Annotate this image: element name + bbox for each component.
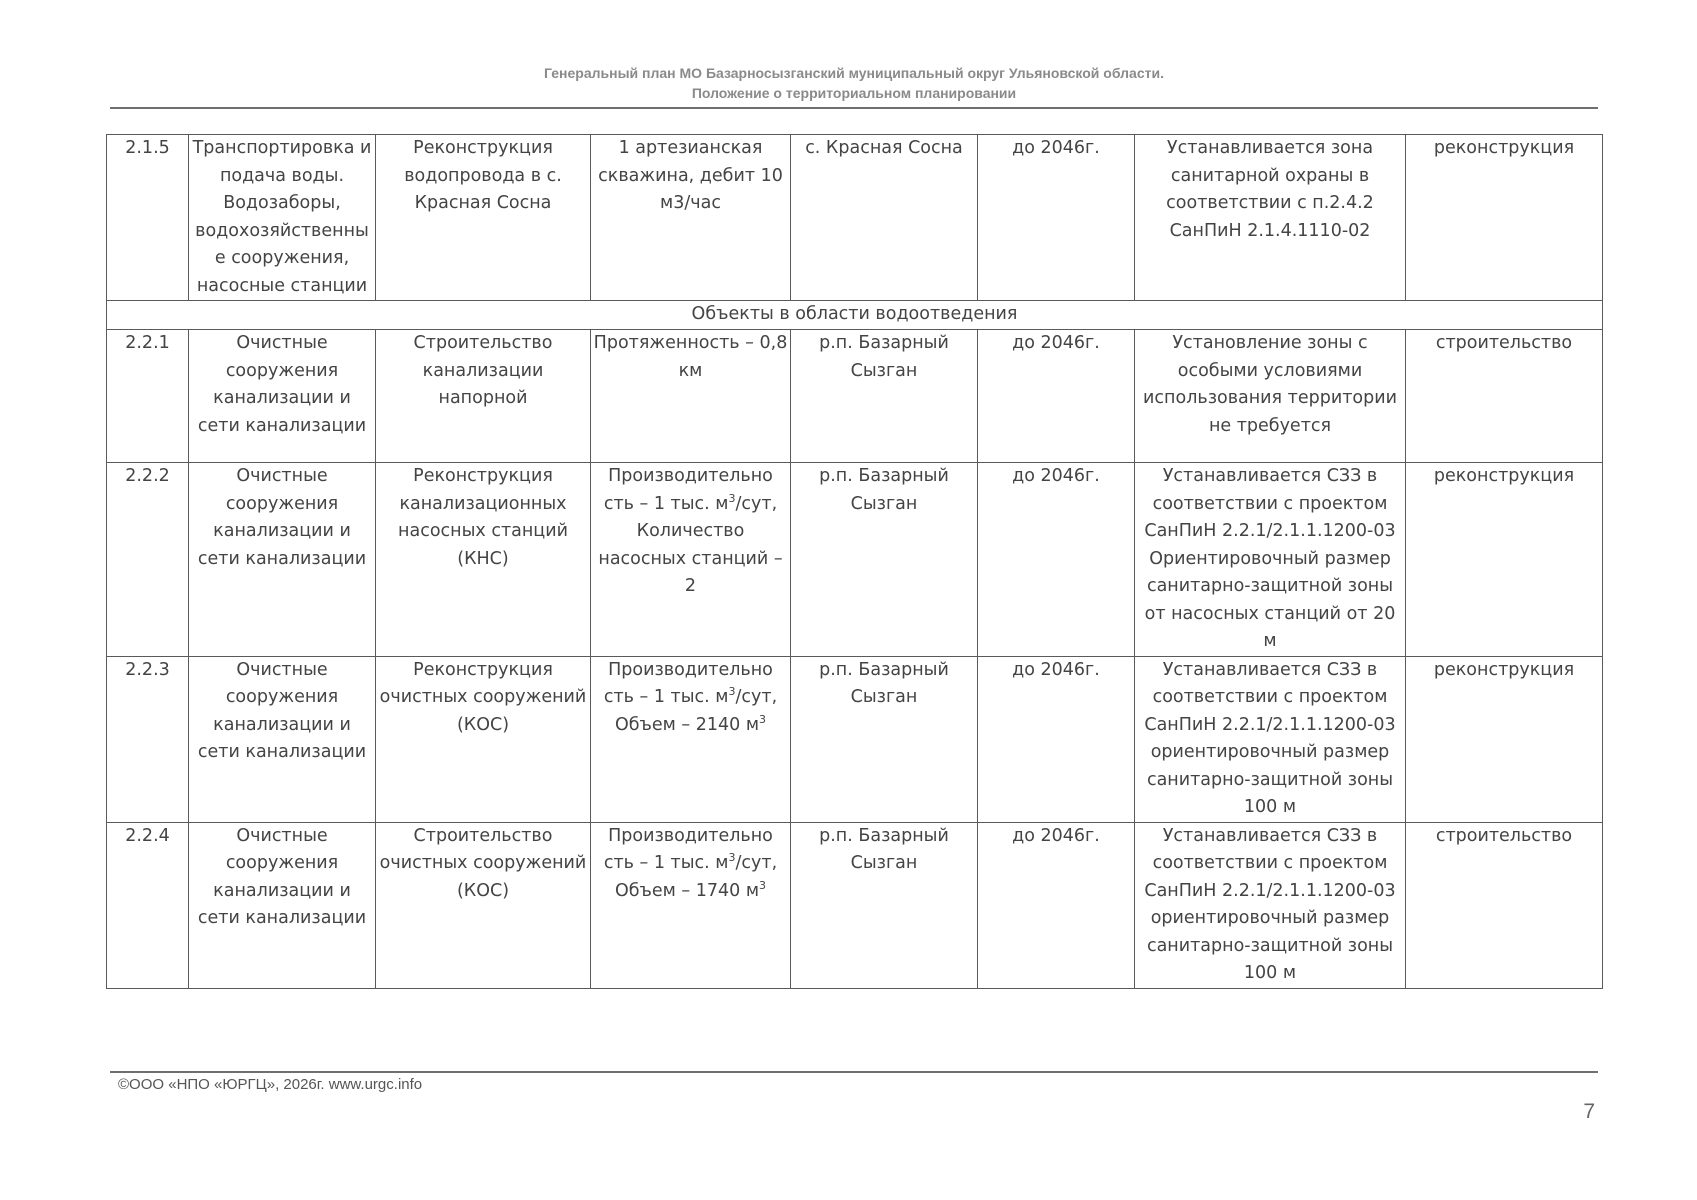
header-subtitle: Положение о территориальном планировании (691, 85, 1017, 101)
document-header (110, 63, 1598, 103)
cell-term: до 2046г. (978, 463, 1135, 657)
header-divider (110, 107, 1598, 109)
table-row (107, 463, 1603, 657)
cell-location: р.п. Базарный Сызган (791, 656, 978, 822)
cell-params: 1 артезианская скважина, дебит 10 м3/час (591, 135, 791, 301)
cell-kind: строительство (1406, 822, 1603, 988)
cell-zone: Устанавливается СЗЗ в соответствии с проектом СанПиН 2.2.1/2.1.1.1200-03 ориентировочный размер санитарно-защитной зоны 100 м (1135, 822, 1406, 988)
cell-type: Очистные сооружения канализации и сети канализации (189, 656, 376, 822)
cell-name: Реконструкция водопровода в с. Красная Сосна (376, 135, 591, 301)
cell-zone: Устанавливается СЗЗ в соответствии с проектом СанПиН 2.2.1/2.1.1.1200-03 Ориентировочный размер санитарно-защитной зоны от насосных станций от 20 м (1135, 463, 1406, 657)
cell-location: р.п. Базарный Сызган (791, 822, 978, 988)
cell-location: р.п. Базарный Сызган (791, 330, 978, 463)
section-title: Объекты в области водоотведения (107, 301, 1603, 330)
cell-params: Протяженность – 0,8 км (591, 330, 791, 463)
params-text: Производительно сть – 1 тыс. м (603, 659, 773, 707)
table-row (107, 822, 1603, 988)
cell-type: Очистные сооружения канализации и сети канализации (189, 463, 376, 657)
cell-location: р.п. Базарный Сызган (791, 463, 978, 657)
cell-location: с. Красная Сосна (791, 135, 978, 301)
footer-copyright: ©ООО «НПО «ЮРГЦ», 2026г. www.urgc.info (118, 1076, 423, 1093)
cell-num: 2.2.3 (107, 656, 189, 822)
page-number: 7 (1583, 1100, 1595, 1123)
cell-term: до 2046г. (978, 330, 1135, 463)
cell-params (591, 656, 791, 822)
superscript: 3 (728, 851, 736, 865)
table-row (107, 330, 1603, 463)
cell-term: до 2046г. (978, 656, 1135, 822)
cell-num: 2.2.4 (107, 822, 189, 988)
cell-params (591, 463, 791, 657)
cell-kind: реконструкция (1406, 135, 1603, 301)
cell-kind: реконструкция (1406, 656, 1603, 822)
params-text: Производительно сть – 1 тыс. м (603, 825, 773, 873)
section-row (107, 301, 1603, 330)
cell-zone: Установление зоны с особыми условиями использования территории не требуется (1135, 330, 1406, 463)
params-text: /сут, Количество насосных станций – 2 (598, 493, 783, 596)
cell-num: 2.2.1 (107, 330, 189, 463)
cell-type: Транспортировка и подача воды. Водозаборы, водохозяйственные сооружения, насосные станции (189, 135, 376, 301)
cell-type: Очистные сооружения канализации и сети канализации (189, 330, 376, 463)
cell-term: до 2046г. (978, 135, 1135, 301)
table-row (107, 135, 1603, 301)
footer-divider (110, 1071, 1598, 1073)
cell-zone: Устанавливается СЗЗ в соответствии с проектом СанПиН 2.2.1/2.1.1.1200-03 ориентировочный размер санитарно-защитной зоны 100 м (1135, 656, 1406, 822)
cell-name: Реконструкция канализационных насосных станций (КНС) (376, 463, 591, 657)
params-text: /сут, Объем – 2140 м (614, 687, 778, 735)
superscript: 3 (759, 712, 767, 726)
cell-kind: строительство (1406, 330, 1603, 463)
cell-name: Строительство канализации напорной (376, 330, 591, 463)
superscript: 3 (759, 878, 767, 892)
superscript: 3 (728, 685, 736, 699)
params-text: /сут, Объем – 1740 м (614, 853, 778, 901)
cell-name: Строительство очистных сооружений (КОС) (376, 822, 591, 988)
cell-name: Реконструкция очистных сооружений (КОС) (376, 656, 591, 822)
cell-num: 2.2.2 (107, 463, 189, 657)
cell-term: до 2046г. (978, 822, 1135, 988)
params-text: Производительно сть – 1 тыс. м (603, 466, 773, 514)
cell-num: 2.1.5 (107, 135, 189, 301)
header-title: Генеральный план МО Базарносызганский муниципальный округ Ульяновской области. (544, 65, 1164, 81)
cell-params (591, 822, 791, 988)
planning-table (106, 134, 1603, 989)
superscript: 3 (728, 491, 736, 505)
table-row (107, 656, 1603, 822)
cell-zone: Устанавливается зона санитарной охраны в соответствии с п.2.4.2 СанПиН 2.1.4.1110-02 (1135, 135, 1406, 301)
cell-kind: реконструкция (1406, 463, 1603, 657)
cell-type: Очистные сооружения канализации и сети канализации (189, 822, 376, 988)
